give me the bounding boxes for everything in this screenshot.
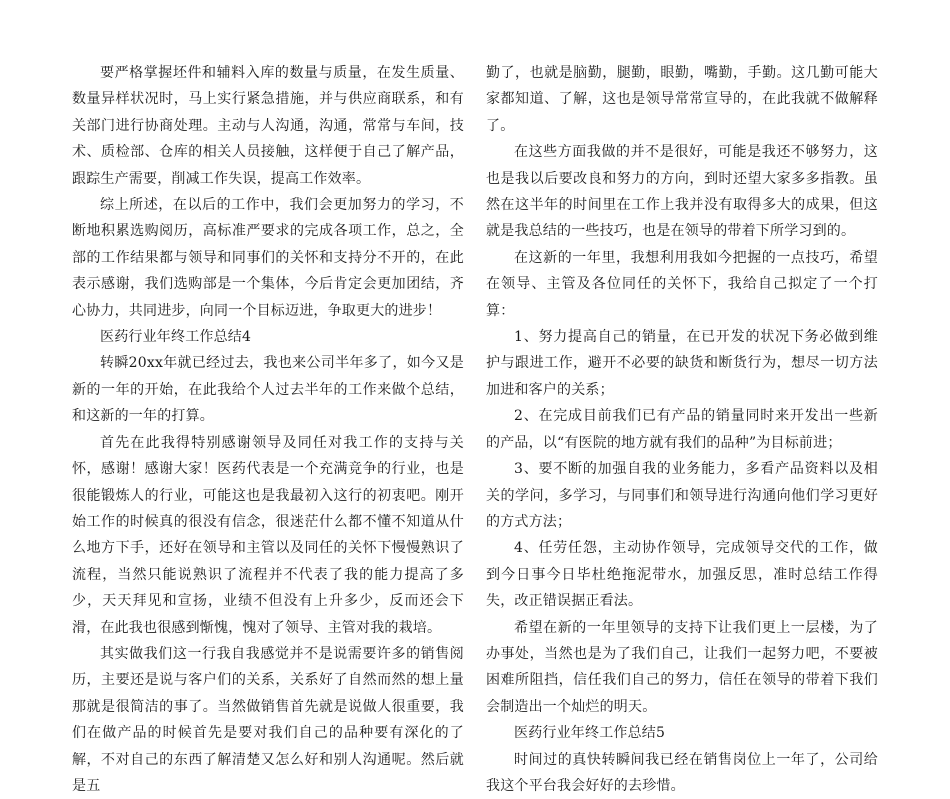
left-column: [72, 60, 464, 799]
plan-item-4: 4、任劳任怨，主动协作领导，完成领导交代的工作，做到今日事今日毕杜绝拖泥带水，加强反思，准时总结工作得失，改正错误据正看法。: [486, 540, 878, 610]
paragraph-hope: 希望在新的一年里领导的支持下让我们更上一层楼，为了办事处，当然也是为了我们自己，让我们一起努力吧，不要被困难所阻挡，信任我们自己的努力，信任在领导的带着下我们会制造出一个灿烂的明天。: [486, 619, 878, 715]
paragraph-summary-conclusion: 综上所述，在以后的工作中，我们会更加努力的学习，不断地积累选购阅历，高标准严要求的完成各项工作，总之，全部的工作结果都与领导和同事们的关怀和支持分不开的，在此表示感谢，我们选购部是一个集体，今后肯定会更加团结，齐心协力，共同进步，向同一个目标迈进，争取更大的进步！: [72, 197, 464, 319]
paragraph-half-year-intro: 转瞬20xx年就已经过去，我也来公司半年多了，如今又是新的一年的开始，在此我给个人过去半年的工作来做个总结，和这新的一年的打算。: [72, 355, 464, 425]
plan-item-3: 3、要不断的加强自我的业务能力，多看产品资料以及相关的学问，多学习，与同事们和领导进行沟通向他们学习更好的方式方法；: [486, 461, 878, 530]
right-column: [486, 60, 878, 799]
paragraph-sales-experience: 其实做我们这一行我自我感觉并不是说需要许多的销售阅历，主要还是说与客户们的关系，关系好了自然而然的想上量那就是很简洁的事了。当然做销售首先就是说做人很重要，我们在做产品的时候首先是要对我们自己的品种要有深化的了解，不对自己的东西了解清楚又怎么好和别人沟通呢。然后就是五: [72, 645, 464, 794]
section-heading-summary-4: 医药行业年终工作总结4: [100, 329, 252, 346]
paragraph-five-diligences: 勤了，也就是脑勤，腿勤，眼勤，嘴勤，手勤。这几勤可能大家都知道、了解，这也是领导常常宣导的，在此我就不做解释了。: [486, 65, 878, 134]
plan-item-2: 2、在完成目前我们已有产品的销量同时来开发出一些新的产品，以“有医院的地方就有我们的品种”为目标前进；: [486, 408, 878, 451]
paragraph-new-year-plan: 在这新的一年里，我想利用我如今把握的一点技巧，希望在领导、主管及各位同任的关怀下，我给自己拟定了一个打算：: [486, 249, 878, 319]
paragraph-one-year-sales: 时间过的真快转瞬间我已经在销售岗位上一年了，公司给我这个平台我会好好的去珍惜。: [486, 751, 878, 794]
paragraph-improvement: 在这些方面我做的并不是很好，可能是我还不够努力，这也是我以后要改良和努力的方向，到时还望大家多多指教。虽然在这半年的时间里在工作上我并没有取得多大的成果，但这就是我总结的一些技巧，也是在领导的带着下所学习到的。: [486, 144, 878, 240]
plan-item-1: 1、努力提高自己的销量，在已开发的状况下务必做到维护与跟进工作，避开不必要的缺货和断货行为，想尽一切方法加进和客户的关系；: [486, 329, 878, 398]
paragraph-warehouse-quality: 要严格掌握坯件和辅料入库的数量与质量，在发生质量、数量异样状况时，马上实行紧急措施，并与供应商联系，和有关部门进行协商处理。主动与人沟通，沟通，常常与车间，技术、质检部、仓库的相关人员接触，这样便于自己了解产品，跟踪生产需要，削减工作失误，提高工作效率。: [72, 65, 464, 187]
section-heading-summary-5: 医药行业年终工作总结5: [514, 725, 666, 742]
paragraph-thanks-leaders: 首先在此我得特别感谢领导及同任对我工作的支持与关怀，感谢！感谢大家！医药代表是一个充满竞争的行业，也是很能锻炼人的行业，可能这也是我最初入这行的初衷吧。刚开始工作的时候真的很没有信念，很迷茫什么都不懂不知道从什么地方下手，还好在领导和主管以及同任的关怀下慢慢熟识了流程，当然只能说熟识了流程并不代表了我的能力提高了多少，天天拜见和宣扬，业绩不但没有上升多少，反而还会下滑，在此我也很感到惭愧，愧对了领导、主管对我的栽培。: [72, 434, 464, 636]
